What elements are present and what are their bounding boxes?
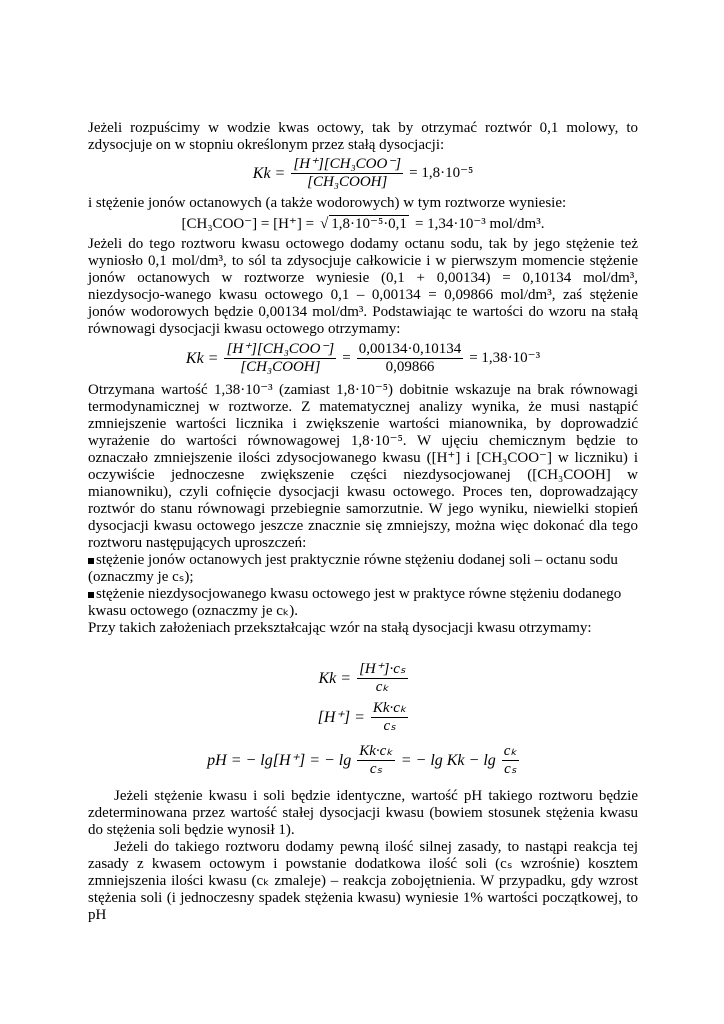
paragraph-analysis: Otrzymana wartość 1,38·10⁻³ (zamiast 1,8·10⁻⁵) dobitnie wskazuje na brak równowagi termodynamicznej w roztworze. Z matematycznej analizy wynika, że musi nastąpić zmniejszenie wartości licznika i zwiększenie wartości mianownika, by doprowadzić wyrażenie do wartości równowagowej 1,8·10⁻⁵. W ujęciu chemicznym będzie to oznaczało zmniejszenie ilości zdysocjowanego kwasu ([H⁺] i [CH₃COO⁻] w liczniku) i oczywiście jednoczesne zwiększenie części niezdysocjowanej ([CH₃COOH] w mianowniku), czyli cofnięcie dysocjacji kwasu octowego. Proces ten, doprowadzający roztwór do stanu równowagi przebiegnie samorzutnie. W jego wyniku, niewielki stopień dysocjacji kwasu octowego jeszcze znacznie się zmniejszy, można więc dokonać dla tego roztworu następujących uproszczeń: xyxy=(88,382,638,551)
document-page xyxy=(88,120,638,924)
eq3-denominator: [CH₃COOH] xyxy=(240,359,321,375)
eq3-numerator: [H⁺][CH₃COO⁻] xyxy=(226,341,335,357)
paragraph-strong-base: Jeżeli do takiego roztworu dodamy pewną ilość silnej zasady, to nastąpi reakcja tej zasady z kwasem octowym i powstanie dodatkowa ilość soli (cₛ wzrośnie) kosztem zmniejszenia ilości kwasu (cₖ zmaleje) – reakcja zobojętnienia. W przypadku, gdy wzrost stężenia soli (i jednoczesny spadek stężenia kwasu) wyniesie 1% wartości początkowej, to pH xyxy=(88,839,638,923)
eq6-fraction-2 xyxy=(502,743,519,778)
paragraph-intro: Jeżeli rozpuścimy w wodzie kwas octowy, tak by otrzymać roztwór 0,1 molowy, to zdysocjuje on w stopniu określonym przez stałą dysocjacji: xyxy=(88,120,638,153)
eq6-numerator: Kk·cₖ xyxy=(359,743,393,759)
eq4-numerator: [H⁺]·cₛ xyxy=(359,661,406,677)
eq2-rhs: = 1,34·10⁻³ mol/dm³. xyxy=(414,215,545,232)
eq1-denominator: [CH₃COOH] xyxy=(307,174,388,190)
eq2-text: [CH₃COO⁻] = [H⁺] = xyxy=(181,215,315,232)
eq3-fraction xyxy=(224,341,336,376)
eq5-denominator: cₛ xyxy=(383,718,396,734)
paragraph-sodium-acetate: Jeżeli do tego roztworu kwasu octowego dodamy octanu sodu, tak by jego stężenie też wyniosło 0,1 mol/dm³, to sól ta zdysocjuje całkowicie i w pierwszym momencie stężenie jonów octanowych w roztworze wyniesie (0,1 + 0,00134) = 0,10134 mol/dm³, niezdysocjo-wanego kwasu octowego 0,1 – 0,00134 = 0,09866 mol/dm³, zaś stężenie jonów wodorowych będzie 0,00134 mol/dm³. Podstawiając te wartości do wzoru na stałą równowagi dysocjacji kwasu octowego otrzymamy: xyxy=(88,236,638,337)
eq3-lhs: Kk = xyxy=(185,350,219,367)
bullet-text-acid: stężenie niezdysocjowanego kwasu octowego jest w praktyce równe stężeniu dodanego kwasu octowego (oznaczmy je cₖ). xyxy=(88,586,622,619)
eq5-numerator: Kk·cₖ xyxy=(372,700,407,716)
paragraph-acetate-ion: i stężenie jonów octanowych (a także wodorowych) w tym roztworze wyniesie: xyxy=(88,195,567,211)
equation-kk-salt xyxy=(88,661,638,696)
eq3-mid-numerator: 0,00134·0,10134 xyxy=(358,341,462,357)
paragraph-assumptions: Przy takich założeniach przekształcając wzór na stałą dysocjacji kwasu otrzymamy: xyxy=(88,620,592,636)
eq6-fraction xyxy=(357,743,394,778)
equation-ion-concentration xyxy=(88,215,638,233)
eq5-fraction xyxy=(371,700,408,735)
eq1-fraction xyxy=(291,156,403,191)
eq3-mid-denominator: 0,09866 xyxy=(385,359,435,375)
bullet-item-salt xyxy=(88,552,638,586)
eq6-mid: = − lg Kk − lg xyxy=(400,752,496,769)
eq1-lhs: Kk = xyxy=(252,165,286,182)
bullet-icon xyxy=(88,592,94,598)
equation-substituted xyxy=(88,341,638,376)
eq1-numerator: [H⁺][CH₃COO⁻] xyxy=(293,156,402,172)
eq1-rhs: = 1,8·10⁻⁵ xyxy=(409,165,474,181)
equals-sign: = xyxy=(342,350,351,366)
sqrt-symbol: √ 1,8·10⁻⁵·0,1 xyxy=(320,216,407,232)
spacer xyxy=(88,637,638,661)
equation-ph xyxy=(88,743,638,778)
equation-h-concentration xyxy=(88,700,638,735)
equation-dissociation-constant xyxy=(88,156,638,191)
bullet-item-acid xyxy=(88,586,638,620)
eq4-denominator: cₖ xyxy=(375,679,389,695)
eq4-fraction xyxy=(357,661,407,696)
eq4-lhs: Kk = xyxy=(318,670,352,687)
eq5-lhs: [H⁺] = xyxy=(317,709,365,726)
bullet-text-salt: stężenie jonów octanowych jest praktycznie równe stężeniu dodanej soli – octanu sodu (oznaczmy je cₛ); xyxy=(88,552,618,585)
eq3-rhs: = 1,38·10⁻³ xyxy=(469,350,541,366)
eq6-numerator-2: cₖ xyxy=(503,743,517,759)
eq2-sqrt-content: 1,8·10⁻⁵·0,1 xyxy=(331,216,407,232)
eq6-denominator-2: cₛ xyxy=(504,761,517,777)
paragraph-identical-concentration: Jeżeli stężenie kwasu i soli będzie identyczne, wartość pH takiego roztworu będzie zdeterminowana przez wartość stałej dysocjacji kwasu (bowiem stosunek stężenia kwasu do stężenia soli będzie wynosił 1). xyxy=(88,788,638,838)
eq3-numeric-fraction xyxy=(357,341,464,376)
bullet-icon xyxy=(88,558,94,564)
eq6-lhs: pH = − lg[H⁺] = − lg xyxy=(207,752,352,769)
eq6-denominator: cₛ xyxy=(369,761,383,777)
